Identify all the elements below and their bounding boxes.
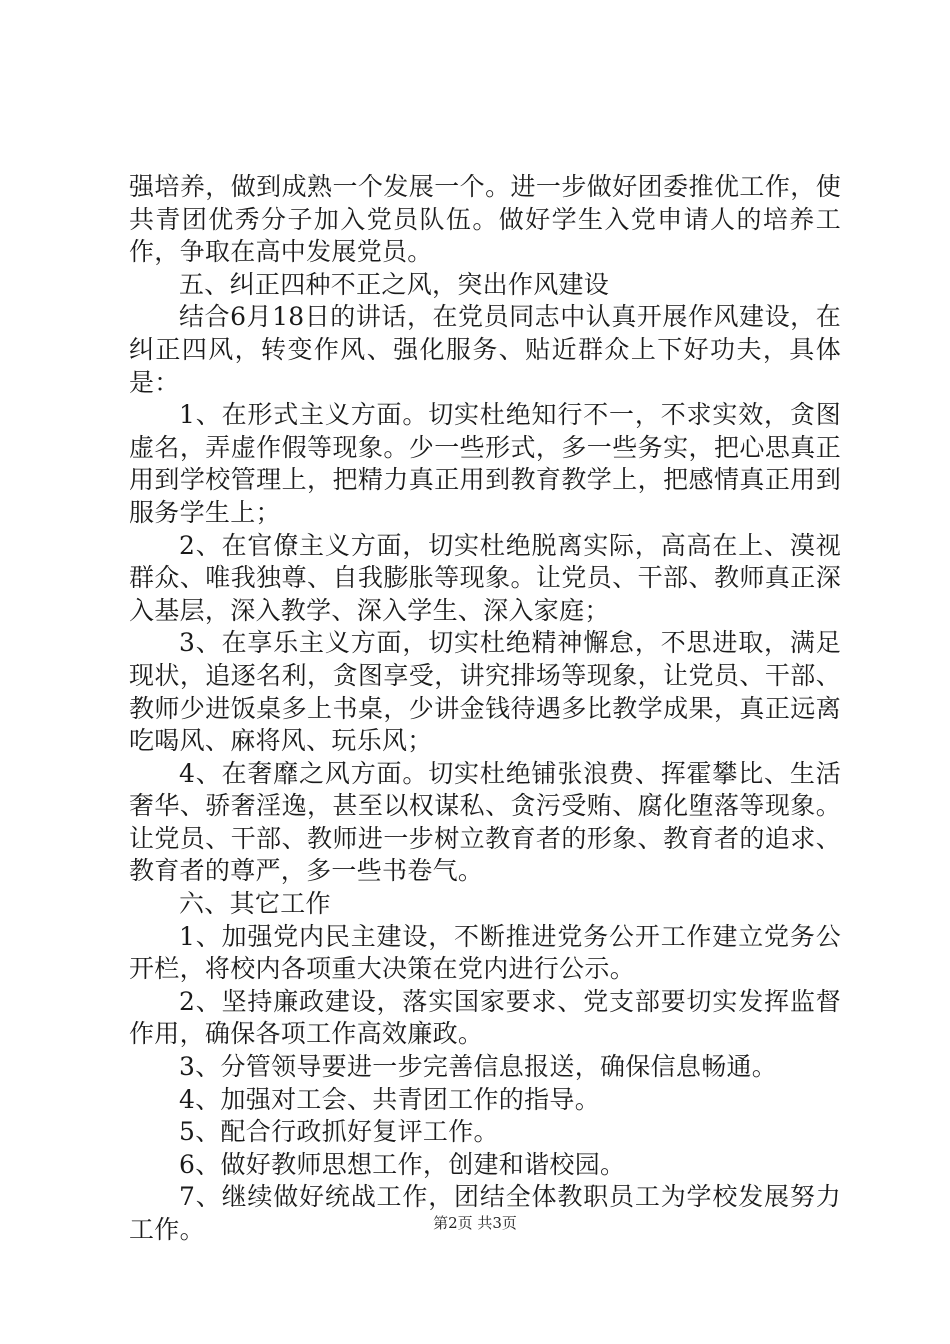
list-item-other-6: 6、做好教师思想工作，创建和谐校园。	[179, 1149, 626, 1179]
document-body	[129, 171, 841, 1247]
section-heading-6: 六、其它工作	[179, 889, 331, 919]
list-item-hedonism: 3、在享乐主义方面，切实杜绝精神懈怠，不思进取，满足现状，追逐名利，贪图享受，讲究排场等现象，让党员、干部、教师少进饭桌多上书桌，少讲金钱待遇多比教学成果，真正远离吃喝风、麻将风、玩乐风；	[129, 628, 841, 756]
list-item-other-3: 3、分管领导要进一步完善信息报送，确保信息畅通。	[179, 1052, 778, 1082]
list-item-bureaucracy: 2、在官僚主义方面，切实杜绝脱离实际，高高在上、漠视群众、唯我独尊、自我膨胀等现象。让党员、干部、教师真正深入基层，深入教学、深入学生、深入家庭；	[129, 530, 841, 625]
paragraph-1: 强培养，做到成熟一个发展一个。进一步做好团委推优工作，使共青团优秀分子加入党员队伍。做好学生入党申请人的培养工作，争取在高中发展党员。	[129, 172, 841, 267]
section-heading-5: 五、纠正四种不正之风，突出作风建设	[179, 269, 610, 299]
list-item-other-5: 5、配合行政抓好复评工作。	[179, 1117, 499, 1147]
list-item-other-1: 1、加强党内民主建设，不断推进党务公开工作建立党务公开栏，将校内各项重大决策在党内进行公示。	[129, 921, 841, 984]
list-item-other-4: 4、加强对工会、共青团工作的指导。	[179, 1084, 601, 1114]
list-item-extravagance: 4、在奢靡之风方面。切实杜绝铺张浪费、挥霍攀比、生活奢华、骄奢淫逸，甚至以权谋私、贪污受贿、腐化堕落等现象。让党员、干部、教师进一步树立教育者的形象、教育者的追求、教育者的尊严，多一些书卷气。	[129, 758, 841, 886]
list-item-other-7: 7、继续做好统战工作，团结全体教职员工为学校发展努力工作。	[129, 1182, 841, 1244]
paragraph-intro: 结合6月18日的讲话，在党员同志中认真开展作风建设，在纠正四风，转变作风、强化服务、贴近群众上下好功夫，具体是：	[129, 302, 841, 397]
page-number-footer: 第2页 共3页	[433, 1214, 517, 1232]
list-item-formalism: 1、在形式主义方面。切实杜绝知行不一，不求实效，贪图虚名，弄虚作假等现象。少一些形式，多一些务实，把心思真正用到学校管理上，把精力真正用到教育教学上，把感情真正用到服务学生上；	[129, 400, 841, 527]
list-item-other-2: 2、坚持廉政建设，落实国家要求、党支部要切实发挥监督作用，确保各项工作高效廉政。	[129, 986, 841, 1049]
